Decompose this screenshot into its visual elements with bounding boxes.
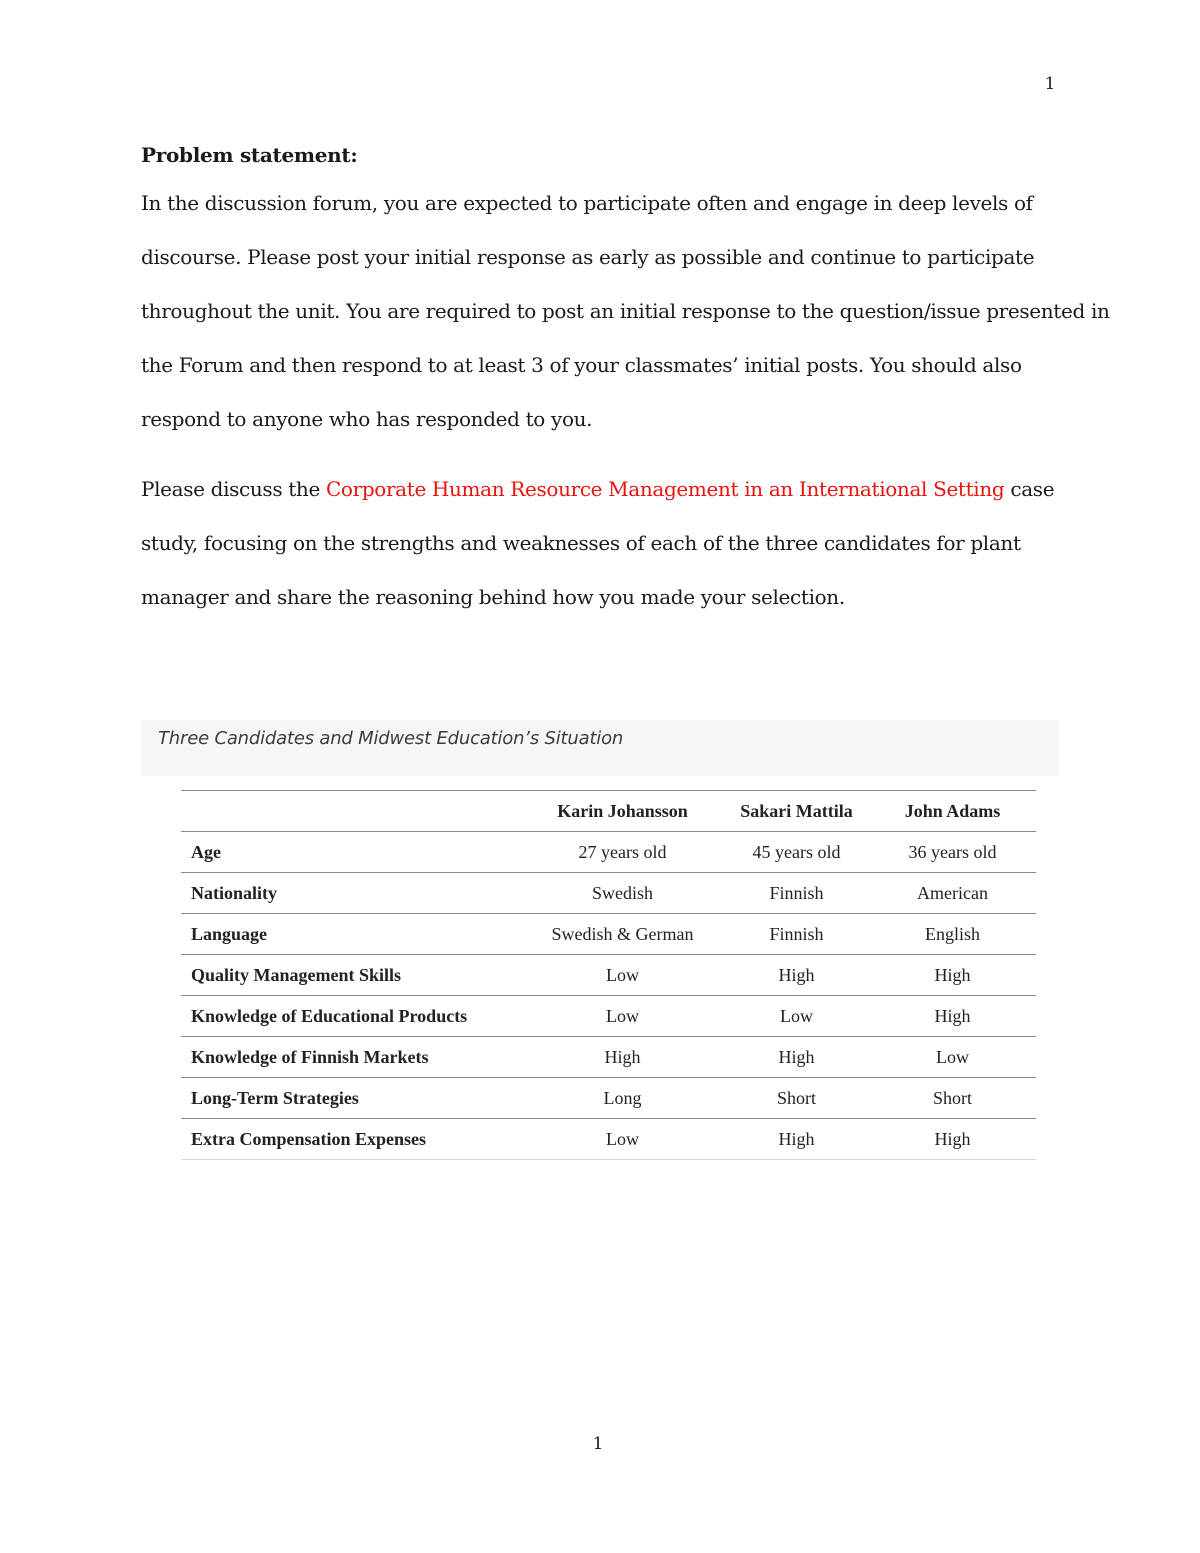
table-cell: Low — [869, 1037, 1036, 1078]
table-cell: English — [869, 914, 1036, 955]
table-cell: Finnish — [724, 873, 869, 914]
paragraph-line: study, focusing on the strengths and weaknesses of each of the three candidates for plant — [141, 531, 1021, 555]
row-label: Language — [181, 914, 521, 955]
candidates-figure — [141, 720, 1059, 1176]
paragraph-line: In the discussion forum, you are expected to participate often and engage in deep levels of — [141, 191, 1033, 215]
instructions-paragraph — [141, 176, 1110, 446]
column-header: John Adams — [869, 791, 1036, 832]
table-cell: 36 years old — [869, 832, 1036, 873]
table-cell: Swedish & German — [521, 914, 724, 955]
paragraph-line: the Forum and then respond to at least 3 of your classmates’ initial posts. You should also — [141, 353, 1022, 377]
paragraph-text: Please discuss the — [141, 477, 326, 501]
row-label: Extra Compensation Expenses — [181, 1119, 521, 1160]
paragraph-line: respond to anyone who has responded to you. — [141, 407, 593, 431]
table-cell: Short — [869, 1078, 1036, 1119]
table-cell: High — [521, 1037, 724, 1078]
problem-heading: Problem statement: — [141, 143, 358, 167]
table-cell: Low — [521, 1119, 724, 1160]
column-header — [181, 791, 521, 832]
table-cell: Swedish — [521, 873, 724, 914]
table-cell: Long — [521, 1078, 724, 1119]
table-cell: Low — [521, 955, 724, 996]
table-row — [181, 1078, 1036, 1119]
column-header: Karin Johansson — [521, 791, 724, 832]
table-cell: High — [724, 1119, 869, 1160]
table-cell: Finnish — [724, 914, 869, 955]
table-panel — [141, 776, 1059, 1176]
row-label: Quality Management Skills — [181, 955, 521, 996]
table-cell: High — [869, 1119, 1036, 1160]
row-label: Knowledge of Educational Products — [181, 996, 521, 1037]
table-row — [181, 873, 1036, 914]
row-label: Nationality — [181, 873, 521, 914]
table-cell: Short — [724, 1078, 869, 1119]
row-label: Long-Term Strategies — [181, 1078, 521, 1119]
row-label: Knowledge of Finnish Markets — [181, 1037, 521, 1078]
case-study-link[interactable]: Corporate Human Resource Management in an International Setting — [325, 477, 1005, 501]
table-cell: Low — [724, 996, 869, 1037]
paragraph-text: case — [1004, 477, 1055, 501]
table-cell: High — [869, 955, 1036, 996]
figure-caption: Three Candidates and Midwest Education’s Situation — [158, 728, 624, 749]
table-row — [181, 1119, 1036, 1160]
discussion-paragraph — [141, 462, 1071, 624]
paragraph-line: manager and share the reasoning behind how you made your selection. — [141, 585, 845, 609]
table-cell: 45 years old — [724, 832, 869, 873]
candidates-table — [181, 790, 1036, 1160]
paragraph-line: throughout the unit. You are required to post an initial response to the question/issue presented in — [141, 299, 1110, 323]
table-cell: American — [869, 873, 1036, 914]
table-cell: High — [724, 1037, 869, 1078]
table-row — [181, 832, 1036, 873]
table-row — [181, 955, 1036, 996]
page-number-top: 1 — [1044, 74, 1056, 94]
table-cell: High — [869, 996, 1036, 1037]
paragraph-line: discourse. Please post your initial response as early as possible and continue to participate — [141, 245, 1035, 269]
table-row — [181, 914, 1036, 955]
page-number-bottom: 1 — [592, 1434, 604, 1454]
table-cell: Low — [521, 996, 724, 1037]
row-label: Age — [181, 832, 521, 873]
table-cell: 27 years old — [521, 832, 724, 873]
table-header-row — [181, 791, 1036, 832]
table-row — [181, 996, 1036, 1037]
table-row — [181, 1037, 1036, 1078]
paragraph-line — [141, 462, 1071, 516]
column-header: Sakari Mattila — [724, 791, 869, 832]
table-cell: High — [724, 955, 869, 996]
